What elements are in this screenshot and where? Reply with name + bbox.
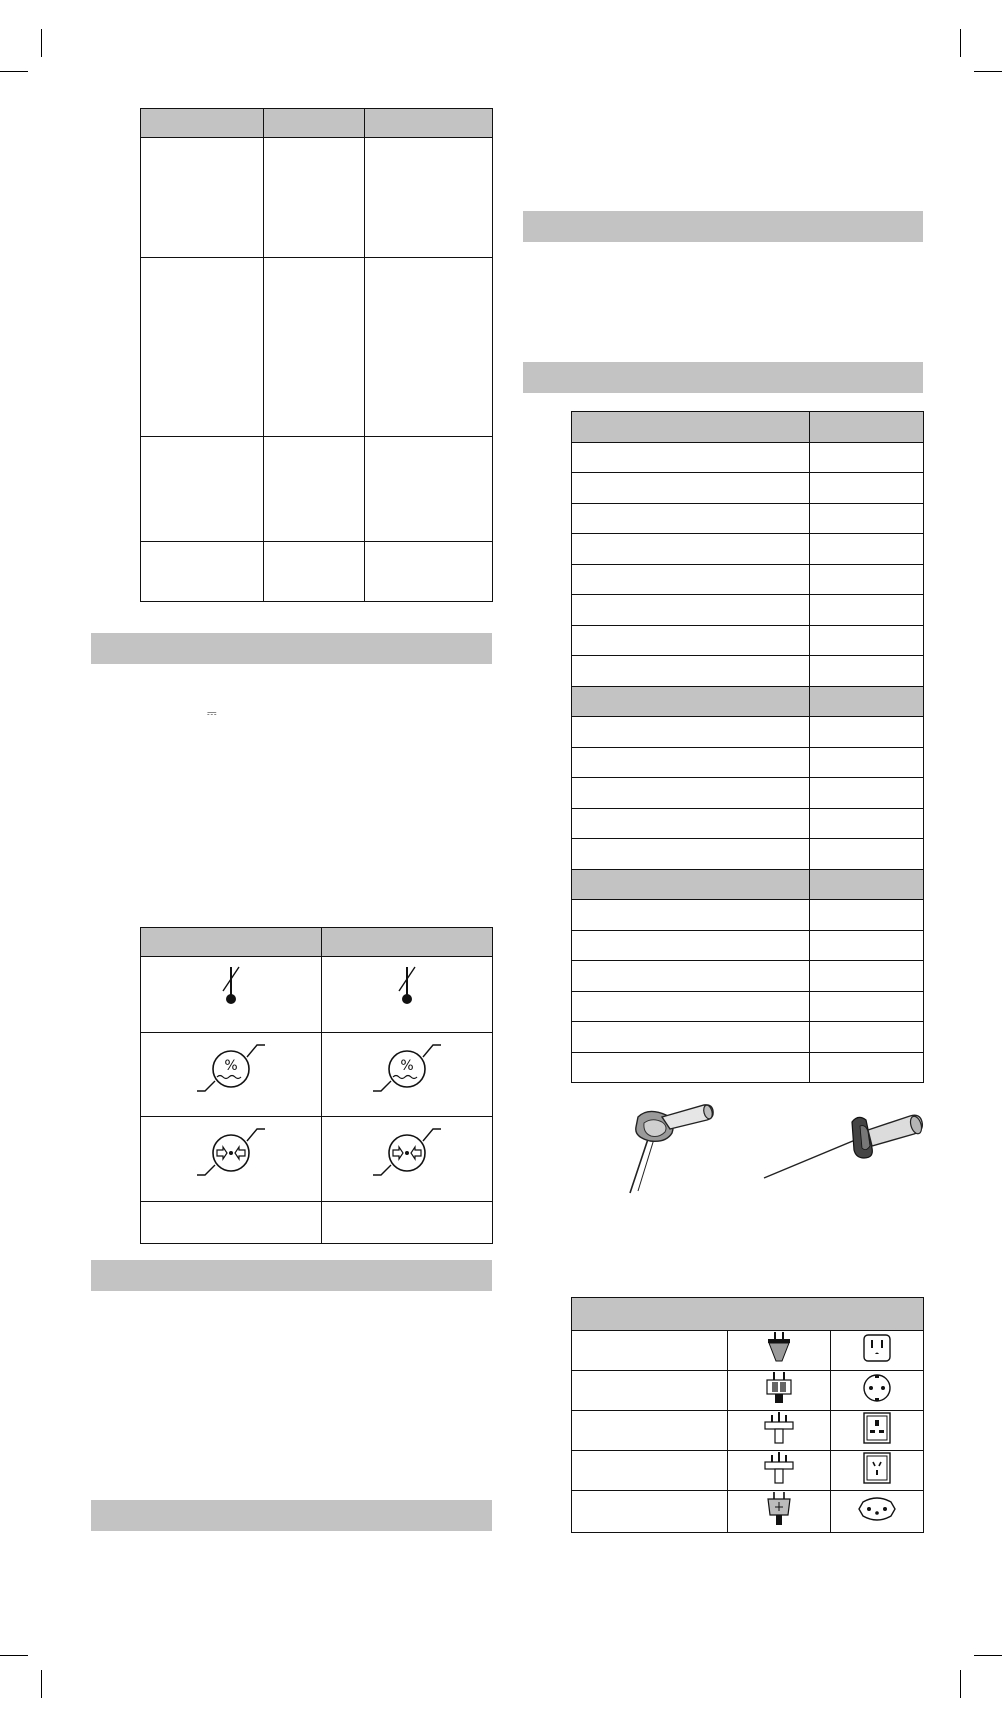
probe-pointed-icon: [618, 1103, 718, 1197]
table-header-cell: [141, 109, 264, 138]
socket-type-i-icon: [863, 1452, 891, 1484]
table-row: [141, 957, 493, 1033]
temperature-limit-icon: [387, 961, 427, 1015]
table-row: [572, 808, 924, 839]
table-row: [572, 442, 924, 473]
table-row: [572, 595, 924, 626]
table-header-cell: [365, 109, 493, 138]
table-row: [141, 1033, 493, 1117]
table-header-cell: [141, 928, 322, 957]
socket-type-f-icon: [862, 1373, 892, 1403]
atmospheric-pressure-limit-icon: [367, 1123, 447, 1183]
table-row: [572, 930, 924, 961]
socket-type-n-icon: [857, 1496, 897, 1522]
plug-types-table: [571, 1297, 924, 1533]
socket-type-g-icon: [863, 1412, 891, 1444]
section-header-bar: [91, 1260, 492, 1291]
table-group-header: [572, 412, 924, 443]
table-row: [572, 747, 924, 778]
table-row: [141, 542, 493, 602]
table-row: [572, 503, 924, 534]
table-row: [572, 1491, 924, 1533]
table-row: [141, 1117, 493, 1202]
plug-type-c-icon: [764, 1371, 794, 1405]
table-row: [141, 1202, 493, 1244]
table-row: [572, 1411, 924, 1451]
table-row: [141, 258, 493, 437]
environment-symbols-table: [140, 927, 493, 1244]
table-row: [572, 1331, 924, 1371]
table-header-cell: [264, 109, 365, 138]
table-row: [572, 1052, 924, 1083]
table-group-header: [572, 869, 924, 900]
plug-type-n-icon: [764, 1491, 794, 1527]
table-row: [572, 839, 924, 870]
table-row: [572, 1451, 924, 1491]
section-header-bar: [523, 211, 923, 242]
table-row: [141, 437, 493, 542]
probe-needle-icon: [760, 1108, 926, 1180]
table-row: [572, 473, 924, 504]
plug-type-g-icon: [763, 1411, 795, 1445]
atmospheric-pressure-limit-icon: [191, 1123, 271, 1183]
table-row: [572, 625, 924, 656]
table-row: [572, 991, 924, 1022]
table-row: [572, 1371, 924, 1411]
plug-type-a-icon: [764, 1331, 794, 1365]
table-row: [572, 778, 924, 809]
table-row: [141, 138, 493, 258]
socket-type-a-icon: [863, 1334, 891, 1362]
svg-text:%: %: [400, 1058, 414, 1074]
table-row: [572, 1022, 924, 1053]
plug-type-i-icon: [763, 1451, 795, 1485]
table-header-cell: [322, 928, 493, 957]
temperature-limit-icon: [211, 961, 251, 1015]
section-header-bar: [91, 1500, 492, 1531]
table-group-header: [572, 686, 924, 717]
table-header-cell: [572, 1298, 924, 1331]
table-row: [572, 564, 924, 595]
section-header-bar: [91, 633, 492, 664]
table-row: [572, 900, 924, 931]
svg-text:%: %: [224, 1058, 238, 1074]
dc-symbol: ⎓: [207, 706, 217, 720]
top-left-table: [140, 108, 493, 602]
table-row: [572, 961, 924, 992]
humidity-limit-icon: [367, 1039, 447, 1099]
humidity-limit-icon: [191, 1039, 271, 1099]
table-row: [572, 656, 924, 687]
table-row: [572, 717, 924, 748]
section-header-bar: [523, 362, 923, 393]
specifications-table: [571, 411, 924, 1083]
table-row: [572, 534, 924, 565]
